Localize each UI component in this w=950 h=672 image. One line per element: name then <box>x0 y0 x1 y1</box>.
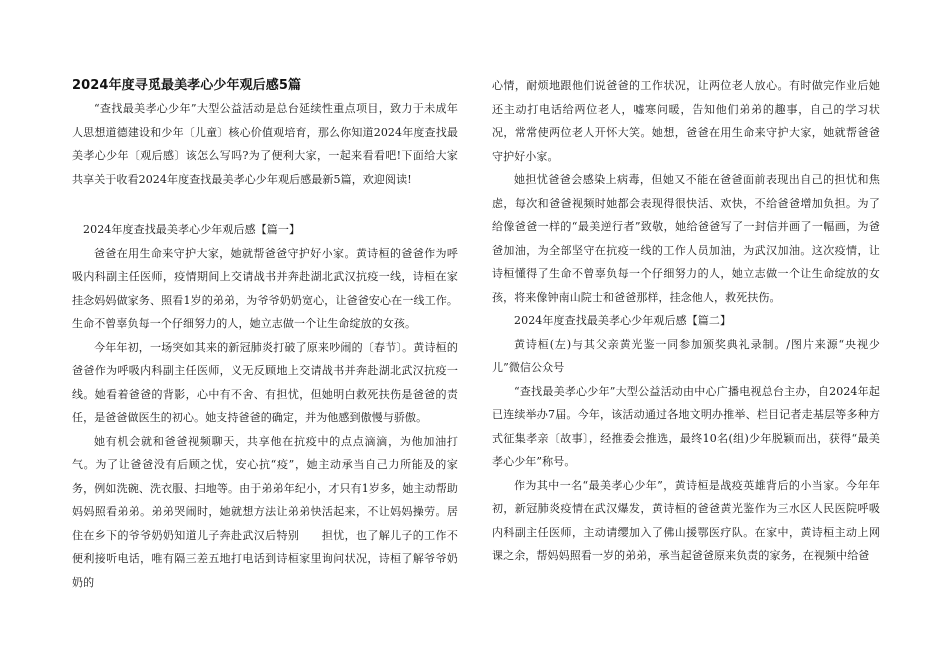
right-column <box>492 74 880 568</box>
body-paragraph: 作为其中一名“最美孝心少年”，黄诗桓是战疫英雄背后的小当家。今年年初，新冠肺炎疫情在武汉爆发，黄诗桓的爸爸黄光鉴作为三水区人民医院呼吸内科副主任医师，主动请缨加入了佛山援鄂医疗队。在家中，黄诗桓主动上网课之余，帮妈妈照看一岁的弟弟，承当起爸爸原来负责的家务，在视频中给爸 <box>492 478 880 562</box>
body-paragraph: 爸爸在用生命来守护大家，她就帮爸爸守护好小家。黄诗桓的爸爸作为呼吸内科副主任医师，疫情期间上交请战书并奔赴湖北武汉抗疫一线，诗桓在家挂念妈妈做家务、照看1岁的弟弟，为爷爷奶奶宽心，让爸爸安心在一线工作。生命不曾辜负每一个仔细努力的人，她立志做一个让生命绽放的女孩。 <box>72 246 458 330</box>
body-paragraph: 她有机会就和爸爸视频聊天，共享他在抗疫中的点点滴滴，为他加油打气。为了让爸爸没有后顾之忧，安心抗“疫”，她主动承当自己力所能及的家务，例如洗碗、洗衣服、扫地等。由于弟弟年纪小，才只有1岁多，她主动帮助妈妈照看弟弟。弟弟哭闹时，她就想方法让弟弟快活起来，不让妈妈操劳。居住在乡下的爷爷奶奶知道儿子奔赴武汉后特别 担忧，也了解儿子的工作不便利接听电话，唯有隔三差五地打电话到诗桓家里询问状况，诗桓了解爷爷奶奶的 <box>72 434 458 589</box>
spacer <box>72 191 458 214</box>
body-paragraph: 她担忧爸爸会感染上病毒，但她又不能在爸爸面前表现出自己的担忧和焦虑，每次和爸爸视频时她都会表现得很快活、欢快，不给爸爸增加负担。为了给像爸爸一样的“最美逆行者”致敬，她给爸爸写了一封信并画了一幅画，为爸爸加油，为全部坚守在抗疫一线的工作人员加油，为武汉加油。这次疫情，让诗桓懂得了生命不曾辜负每一个仔细努力的人，她立志做一个让生命绽放的女孩，将来像钟南山院士和爸爸那样，挂念他人，救死扶伤。 <box>492 173 880 304</box>
left-column <box>72 74 458 594</box>
section-heading-1: 2024年度查找最美孝心少年观后感【篇一】 <box>83 223 301 236</box>
section-heading-2: 2024年度查找最美孝心少年观后感【篇二】 <box>514 314 732 327</box>
image-caption: 黄诗桓(左)与其父亲黄光鉴一同参加颁奖典礼录制。/图片来源“央视少儿”微信公众号 <box>492 337 880 374</box>
body-paragraph: “查找最美孝心少年”大型公益活动由中心广播电视总台主办，自2024年起已连续举办7届。今年，该活动通过各地文明办推举、栏目记者走基层等多种方式征集孝亲〔故事〕，经推委会推选，最终10名(组)少年脱颖而出，获得“最美孝心少年”称号。 <box>492 384 880 468</box>
body-paragraph-continued: 心情，耐烦地跟他们说爸爸的工作状况，让两位老人放心。有时做完作业后她还主动打电话给两位老人，嘘寒问暖，告知他们弟弟的趣事，自己的学习状况，常常使两位老人开怀大笑。她想，爸爸在用生命来守护大家，她就帮爸爸守护好小家。 <box>492 79 880 163</box>
body-paragraph: 今年年初，一场突如其来的新冠肺炎打破了原来吵闹的〔春节〕。黄诗桓的爸爸作为呼吸内科副主任医师，义无反顾地上交请战书并奔赴湖北武汉抗疫一线。她看着爸爸的背影，心中有不舍、有担忧，但她明白救死扶伤是爸爸的责任，是爸爸做医生的初心。她支持爸爸的确定，并为他感到傲慢与骄傲。 <box>72 340 458 424</box>
intro-paragraph: “查找最美孝心少年”大型公益活动是总台延续性重点项目，致力于未成年人思想道德建设和少年〔儿童〕核心价值观培育，那么你知道2024年度查找最美孝心少年〔观后感〕该怎么写吗?为了便利大家，一起来看看吧!下面给大家共享关于收看2024年度查找最美孝心少年观后感最新5篇，欢迎阅读! <box>72 102 458 186</box>
document-title: 2024年度寻觅最美孝心少年观后感5篇 <box>72 78 302 93</box>
